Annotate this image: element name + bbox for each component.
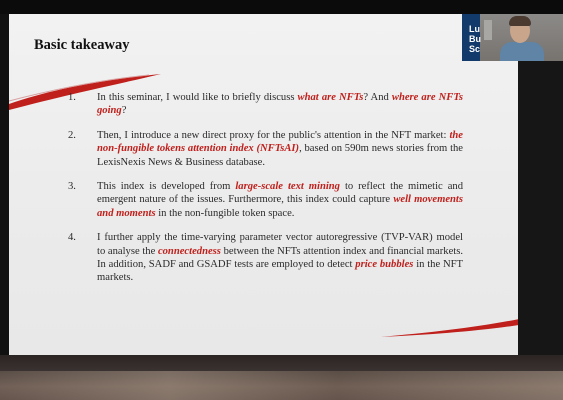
item-text: between the NFTs attention index and financial markets. In addition, SADF and GSADF tests are employed to detect bbox=[97, 245, 463, 271]
takeaway-item bbox=[68, 231, 463, 285]
highlighted-phrase: what are NFTs bbox=[297, 92, 364, 103]
highlighted-phrase: connectedness bbox=[157, 245, 221, 257]
item-text: to reflect the mimetic and emergent nature of the issues. Furthermore, this index could capture bbox=[97, 181, 463, 206]
item-text: in the non-fungible token space. bbox=[155, 207, 295, 219]
screen-edge-dark bbox=[518, 14, 563, 355]
highlighted-phrase: large-scale text mining bbox=[235, 181, 340, 193]
item-text: This index is developed from bbox=[97, 181, 236, 193]
university-logo-text: Lu Bu Sc bbox=[462, 14, 480, 61]
takeaway-list bbox=[68, 91, 463, 296]
slide-title: Basic takeaway bbox=[34, 37, 130, 53]
stage-light-reflection bbox=[0, 371, 563, 400]
room-ceiling bbox=[0, 0, 563, 14]
highlighted-phrase: well movements and moments bbox=[97, 194, 463, 219]
highlighted-phrase: price bubbles bbox=[355, 259, 414, 271]
item-text: In this seminar, I would like to briefly discuss bbox=[97, 92, 298, 103]
takeaway-item bbox=[68, 129, 463, 169]
item-text: I further apply the time-varying parameter vector autoregressive (TVP-VAR) model to analyse the bbox=[97, 232, 463, 257]
takeaway-item bbox=[68, 91, 463, 118]
item-number: 1. bbox=[68, 92, 76, 103]
presenter-hair bbox=[509, 16, 531, 26]
webcam-video-feed bbox=[462, 14, 563, 61]
room-floor bbox=[0, 355, 563, 400]
video-wall-frame bbox=[484, 20, 492, 40]
highlighted-phrase: the non-fungible tokens attention index (NFTsAI) bbox=[97, 129, 463, 155]
highlighted-phrase: where are NFTs going bbox=[97, 92, 463, 117]
item-text: , based on 590m news stories from the LexisNexis News & Business database. bbox=[97, 143, 464, 168]
presenter-body bbox=[500, 42, 544, 61]
item-text: in the NFT markets. bbox=[97, 259, 463, 284]
item-text: Then, I introduce a new direct proxy for the public's attention in the NFT market: bbox=[97, 129, 450, 141]
item-number: 3. bbox=[68, 181, 76, 193]
presentation-slide bbox=[9, 14, 518, 355]
item-text: ? And bbox=[363, 92, 392, 103]
takeaway-item bbox=[68, 180, 463, 220]
item-number: 2. bbox=[68, 129, 76, 141]
item-text: ? bbox=[121, 105, 127, 117]
item-number: 4. bbox=[68, 232, 76, 244]
red-swoosh-decoration-bottom bbox=[379, 319, 518, 341]
